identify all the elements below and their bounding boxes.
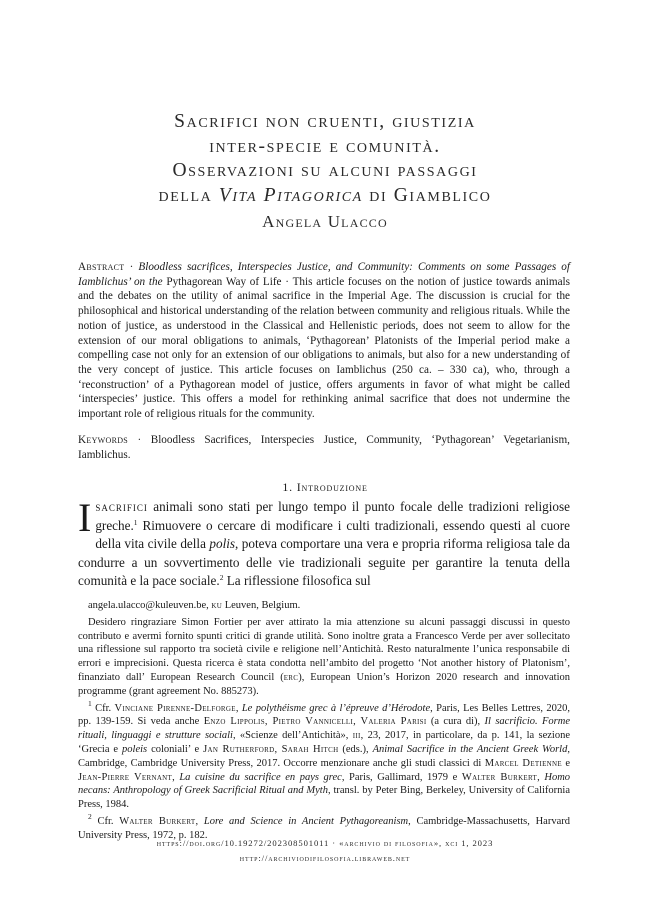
abstract-separator-2: · [281, 275, 293, 288]
body-text-4: La riflessione filosofica sul [223, 573, 371, 589]
affiliation-note [78, 599, 570, 613]
fn2-work-title: Lore and Science in Ancient Pythagoreanism [203, 815, 409, 827]
title-line-3: Osservazioni su alcuni passaggi [172, 160, 478, 181]
ack-erc: erc [283, 671, 299, 683]
fn1-author: Marcel Detienne [484, 757, 562, 769]
fn1-author: Walter Burkert [461, 771, 538, 783]
fn1-term: poleis [122, 743, 148, 755]
title-italic-work: Vita Pitagorica [218, 184, 363, 206]
drop-cap: I [78, 495, 92, 540]
author-name: Angela Ulacco [262, 212, 388, 231]
title-line-4-post: di Giamblico [362, 184, 492, 206]
fn2-text: , Cambridge-Massachusetts, Harvard University Press, 1972, p. 182. [78, 815, 570, 841]
fn1-text: , [537, 771, 545, 783]
website-footer[interactable]: http://archiviodifilosofia.libraweb.net [239, 853, 411, 863]
fn1-text: , [235, 702, 242, 714]
title-line-1: Sacrifici non cruenti, giustizia [174, 111, 476, 132]
keywords-label: Keywords [78, 434, 129, 446]
footnote-1-number: 1 [88, 698, 92, 708]
keywords-separator: · [128, 434, 151, 446]
fn1-work-title: La cuisine du sacrifice en pays grec [179, 771, 342, 783]
fn1-text: , transl. by Peter Bing, Berkeley, University of California Press, 1984. [78, 785, 570, 811]
footnote-ref-2[interactable]: 2 [219, 573, 224, 583]
body-text-3: , poteva comportare una vera e propria riforma religiosa tale da condurre a un sovvertimento delle vie tradizionali seguite per garantire la tenuta della comunità e la pace sociale. [78, 536, 570, 589]
abstract-english-title-work: Pythagorean Way of Life [166, 275, 282, 288]
keywords [78, 433, 570, 462]
author-email[interactable]: angela.ulacco@kuleuven.be, [88, 600, 212, 611]
fn1-author: Jean-Pierre Vernant [78, 771, 173, 783]
ack-text-1: Desidero ringraziare Simon Fortier per aver attirato la mia attenzione su alcuni passaggi discussi in questo contributo e avermi fornito spunti critici di grande utilità. Sono inoltre grata a Francesco Verde per aver sollecitato una riflessione sul rapporto tra società civile e religione nell’Antichità. Resto naturalmente l’unica responsabile di errori e imprecisioni. Questa ricerca è stata condotta nell’ambito del progetto ‘Not another history of Platonism’, finanziato dall’ European Research Council ( [78, 616, 570, 683]
affiliation-ku: ku [211, 600, 223, 611]
section-heading: 1. Introduzione [282, 480, 368, 494]
fn1-author: Vinciane Pirenne-Delforge [114, 702, 236, 714]
keywords-text: Bloodless Sacrifices, Interspecies Justice, Community, ‘Pythagorean’ Vegetarianism, Iamblichus. [78, 434, 570, 461]
title-line-4-pre: della [158, 184, 219, 206]
fn1-work-title: Il sacrificio. Forme rituali, linguaggi e strutture sociali [78, 716, 571, 742]
fn1-author: Jan Rutherford, Sarah Hitch [203, 743, 339, 755]
abstract-separator: · [124, 261, 139, 273]
fn2-text: , [195, 815, 204, 827]
fn1-author: Enzo Lippolis, Pietro Vannicelli, Valeria Parisi [203, 716, 427, 728]
acknowledgement-note [78, 616, 570, 699]
fn1-text: , Paris, Gallimard, 1979 e [341, 771, 462, 783]
fn1-text: e [561, 757, 570, 769]
fn1-work-title: Homo necans: Anthropology of Greek Sacrificial Ritual and Myth [78, 771, 571, 797]
ack-text-2: ), European Union’s Horizon 2020 research and innovation programme (grant agreement No. 885273). [78, 671, 570, 697]
fn1-work-title: Le polythéisme grec à l’épreuve d’Hérodote [241, 702, 431, 714]
fn1-text: , «Scienze dell’Antichità», [232, 730, 353, 742]
body-paragraph [78, 495, 570, 591]
fn1-text: coloniali’ e [147, 743, 204, 755]
fn2-text: Cfr. [91, 815, 120, 827]
body-text-2: Rimuovere o cercare di modificare i culti tradizionali, essendo questi al cuore della vita civile della [95, 517, 570, 552]
footnotes [78, 599, 570, 843]
footnote-2-number: 2 [88, 811, 92, 821]
fn1-text: (eds.), [338, 743, 373, 755]
fn1-text: Cfr. [91, 702, 115, 714]
fn1-work-title: Animal Sacrifice in the Ancient Greek World [372, 743, 568, 755]
abstract-label: Abstract [78, 261, 125, 273]
fn1-text: , Paris, Les Belles Lettres, 2020, pp. 139-159. Si veda anche [78, 702, 571, 728]
fn2-author: Walter Burkert [119, 815, 196, 827]
doi-footer[interactable]: https://doi.org/10.19272/202308501011 · «archivio di filosofia», xci 1, 2023 [156, 838, 494, 848]
title-line-4 [60, 184, 590, 209]
body-text-1: animali sono stati per lungo tempo il punto focale delle tradizioni religiose greche. [95, 499, 570, 533]
affiliation-rest: Leuven, Belgium. [222, 600, 301, 611]
fn1-text: (a cura di), [426, 716, 485, 728]
abstract-text: This article focuses on the notion of justice towards animals and the debates on the utility of animal sacrifice in the Imperial Age. The discussion is crucial for the philosophical and historical understanding of the relation between community and religious rituals. While the notion of justice, as understood in the Classical and Hellenistic periods, does not seem to allow for the extension of our moral obligations to animals, ‘Pythagorean’ Platonists of the Imperial period make a compelling case not only for an extension of our obligations to animals, but also for a new understanding of the very concept of justice. This article focuses on Iamblichus (250 ca. – 330 ca), who, through a ‘reconstruction’ of a Pythagorean model of justice, offers arguments in favor of what might be called ‘interspecies’ justice. This offers a model for rethinking animal sacrifice that does not undermine the important role of religious rituals for the community. [78, 275, 570, 421]
polis-term: polis [209, 536, 236, 552]
abstract-english-title: Bloodless sacrifices, Interspecies Justice, and Community: Comments on some Passages of Iamblichus’ on the [78, 261, 570, 288]
fn1-text: , Cambridge, Cambridge University Press, 2017. Occorre menzionare anche gli studi classici di [78, 743, 570, 769]
article-title [60, 110, 590, 208]
abstract [78, 260, 570, 422]
footnote-1 [78, 698, 571, 812]
fn1-text: , [172, 771, 180, 783]
footnote-ref-1[interactable]: 1 [133, 517, 138, 527]
lead-smallcaps: sacrifici [95, 499, 148, 514]
fn1-text: , 23, 2017, in particolare, da p. 141, la sezione ‘Grecia e [78, 730, 570, 755]
title-line-2: inter-specie e comunità. [209, 135, 441, 157]
fn1-volume: iii [352, 730, 361, 742]
